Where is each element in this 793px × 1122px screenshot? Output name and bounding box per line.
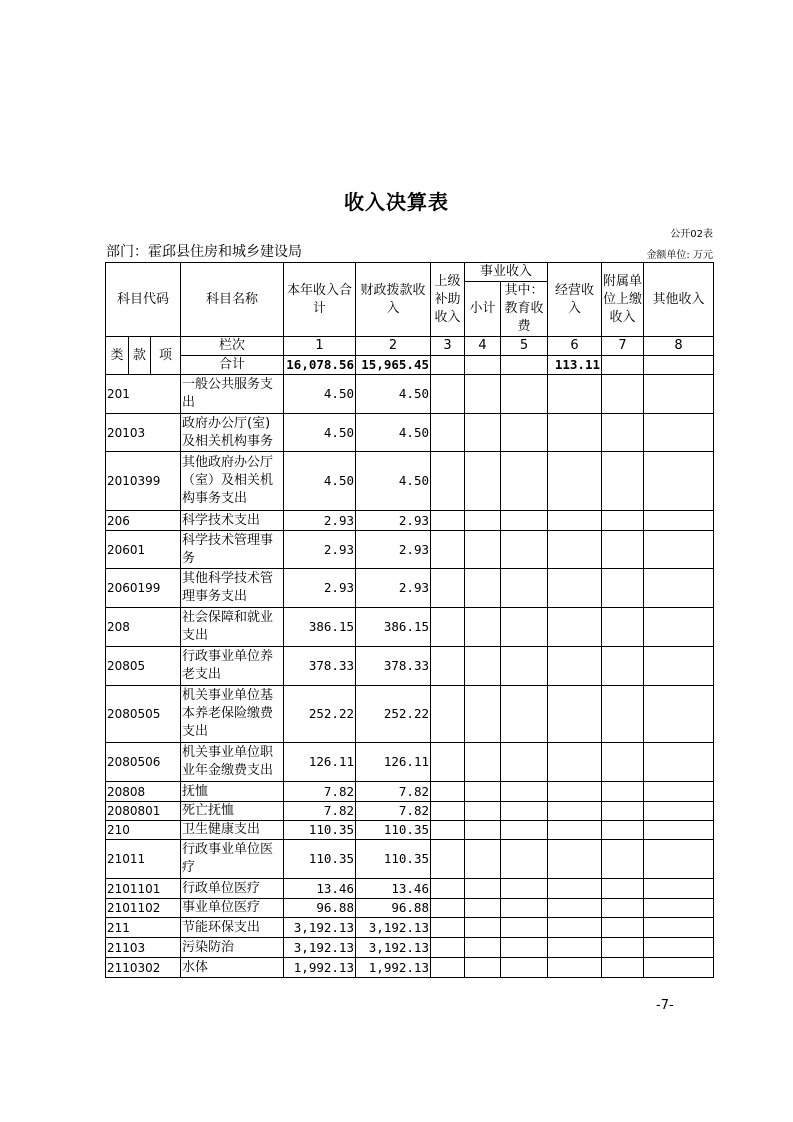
empty-cell: [501, 414, 548, 452]
row-total: 13.46: [284, 879, 356, 899]
empty-cell: [431, 918, 465, 938]
row-total: 386.15: [284, 608, 356, 647]
row-code: 21103: [106, 938, 181, 958]
table-row: [106, 802, 714, 821]
empty-cell: [548, 743, 602, 782]
empty-cell: [501, 899, 548, 918]
empty-cell: [602, 918, 644, 938]
empty-cell: [501, 452, 548, 511]
empty-cell: [548, 918, 602, 938]
empty-cell: [501, 686, 548, 743]
income-table: [105, 262, 714, 978]
empty-cell: [548, 375, 602, 414]
empty-cell: [465, 743, 501, 782]
empty-cell: [465, 511, 501, 531]
row-name: 行政单位医疗: [181, 879, 284, 899]
empty-cell: [602, 647, 644, 686]
col-number: 4: [465, 337, 501, 356]
row-fiscal: 378.33: [356, 647, 431, 686]
empty-cell: [431, 782, 465, 802]
empty-cell: [501, 840, 548, 879]
row-code: 20805: [106, 647, 181, 686]
empty-cell: [548, 569, 602, 608]
empty-cell: [431, 375, 465, 414]
table-row: [106, 782, 714, 802]
empty-cell: [548, 511, 602, 531]
header-total: 本年收入合计: [284, 263, 356, 337]
row-name: 政府办公厅(室)及相关机构事务: [181, 414, 284, 452]
row-fiscal: 386.15: [356, 608, 431, 647]
form-number: 公开02表: [670, 229, 713, 240]
empty-cell: [644, 879, 714, 899]
empty-cell: [644, 686, 714, 743]
empty-cell: [644, 414, 714, 452]
empty-cell: [501, 511, 548, 531]
row-fiscal: 110.35: [356, 840, 431, 879]
empty-cell: [465, 802, 501, 821]
empty-cell: [644, 802, 714, 821]
empty-cell: [602, 782, 644, 802]
empty-cell: [644, 782, 714, 802]
empty-cell: [644, 840, 714, 879]
total-operating: 113.11: [548, 356, 602, 375]
row-name: 其他政府办公厅（室）及相关机构事务支出: [181, 452, 284, 511]
empty-cell: [431, 511, 465, 531]
row-fiscal: 3,192.13: [356, 938, 431, 958]
row-code: 2101102: [106, 899, 181, 918]
row-name: 科学技术支出: [181, 511, 284, 531]
empty-cell: [602, 879, 644, 899]
empty-cell: [465, 531, 501, 569]
header-kuan: 款: [129, 337, 151, 375]
empty-cell: [644, 531, 714, 569]
empty-cell: [465, 414, 501, 452]
empty-cell: [548, 840, 602, 879]
empty-cell: [548, 452, 602, 511]
row-name: 其他科学技术管理事务支出: [181, 569, 284, 608]
empty-cell: [644, 899, 714, 918]
empty-cell: [548, 686, 602, 743]
row-name: 事业单位医疗: [181, 899, 284, 918]
row-name: 节能环保支出: [181, 918, 284, 938]
header-xiang: 项: [151, 337, 181, 375]
table-row: [106, 840, 714, 879]
row-total: 1,992.13: [284, 958, 356, 978]
table-row: [106, 608, 714, 647]
empty-cell: [602, 608, 644, 647]
empty-cell: [465, 821, 501, 840]
table-row: [106, 531, 714, 569]
table-row: [106, 899, 714, 918]
empty-cell: [465, 918, 501, 938]
empty-cell: [431, 899, 465, 918]
empty-cell: [644, 647, 714, 686]
row-code: 201: [106, 375, 181, 414]
empty-cell: [465, 608, 501, 647]
row-name: 死亡抚恤: [181, 802, 284, 821]
empty-cell: [431, 879, 465, 899]
table-row: [106, 686, 714, 743]
table-row: [106, 958, 714, 978]
empty-cell: [431, 647, 465, 686]
row-fiscal: 110.35: [356, 821, 431, 840]
row-code: 2080801: [106, 802, 181, 821]
empty-cell: [644, 452, 714, 511]
empty-cell: [602, 569, 644, 608]
empty-cell: [465, 782, 501, 802]
empty-cell: [501, 375, 548, 414]
col-number: 7: [602, 337, 644, 356]
empty-cell: [548, 647, 602, 686]
header-subtotal: 小计: [465, 282, 501, 337]
empty-cell: [431, 802, 465, 821]
empty-cell: [644, 569, 714, 608]
row-code: 2080506: [106, 743, 181, 782]
row-name: 行政事业单位养老支出: [181, 647, 284, 686]
empty-cell: [644, 958, 714, 978]
row-total: 126.11: [284, 743, 356, 782]
row-total: 3,192.13: [284, 938, 356, 958]
empty-cell: [644, 375, 714, 414]
row-code: 208: [106, 608, 181, 647]
empty-cell: [501, 821, 548, 840]
row-code: 2060199: [106, 569, 181, 608]
empty-cell: [501, 879, 548, 899]
table-row: [106, 647, 714, 686]
empty-cell: [644, 743, 714, 782]
empty-cell: [431, 743, 465, 782]
header-lei: 类: [106, 337, 129, 375]
row-total: 2.93: [284, 511, 356, 531]
empty-cell: [431, 958, 465, 978]
empty-cell: [431, 569, 465, 608]
empty-cell: [465, 899, 501, 918]
table-row: [106, 821, 714, 840]
header-superior: 上级补助收入: [431, 263, 465, 337]
row-total: 7.82: [284, 802, 356, 821]
header-lanci: 栏次: [181, 337, 284, 356]
col-number: 3: [431, 337, 465, 356]
header-code: 科目代码: [106, 263, 181, 337]
empty-cell: [602, 511, 644, 531]
empty-cell: [501, 569, 548, 608]
empty-cell: [431, 414, 465, 452]
row-name: 科学技术管理事务: [181, 531, 284, 569]
header-education: 其中：教育收费: [501, 282, 548, 337]
table-row: [106, 569, 714, 608]
page-title: 收入决算表: [344, 190, 449, 214]
row-name: 机关事业单位基本养老保险缴费支出: [181, 686, 284, 743]
empty-cell: [501, 608, 548, 647]
row-total: 3,192.13: [284, 918, 356, 938]
empty-cell: [465, 938, 501, 958]
row-code: 2110302: [106, 958, 181, 978]
empty-cell: [501, 958, 548, 978]
table-row: [106, 511, 714, 531]
row-fiscal: 7.82: [356, 802, 431, 821]
row-total: 4.50: [284, 414, 356, 452]
table-row: [106, 938, 714, 958]
empty-cell: [602, 938, 644, 958]
row-total: 2.93: [284, 569, 356, 608]
empty-cell: [644, 938, 714, 958]
row-name: 水体: [181, 958, 284, 978]
row-fiscal: 2.93: [356, 569, 431, 608]
empty-cell: [465, 647, 501, 686]
empty-cell: [602, 414, 644, 452]
row-total: 96.88: [284, 899, 356, 918]
total-label: 合计: [181, 356, 284, 375]
header-fiscal: 财政拨款收入: [356, 263, 431, 337]
empty-cell: [602, 958, 644, 978]
empty-cell: [602, 686, 644, 743]
empty-cell: [644, 511, 714, 531]
row-code: 210: [106, 821, 181, 840]
empty-cell: [501, 743, 548, 782]
empty-cell: [602, 375, 644, 414]
row-fiscal: 2.93: [356, 531, 431, 569]
empty-cell: [431, 821, 465, 840]
department-label: 部门：霍邱县住房和城乡建设局: [106, 244, 302, 260]
row-name: 机关事业单位职业年金缴费支出: [181, 743, 284, 782]
row-total: 252.22: [284, 686, 356, 743]
table-row: [106, 743, 714, 782]
table-row: [106, 918, 714, 938]
page-number: -7-: [656, 998, 674, 1013]
empty-cell: [501, 918, 548, 938]
row-code: 211: [106, 918, 181, 938]
empty-cell: [431, 531, 465, 569]
empty-cell: [548, 879, 602, 899]
table-row: [106, 414, 714, 452]
empty-cell: [548, 899, 602, 918]
empty-cell: [465, 375, 501, 414]
row-fiscal: 7.82: [356, 782, 431, 802]
empty-cell: [548, 414, 602, 452]
empty-cell: [465, 686, 501, 743]
col-number: 6: [548, 337, 602, 356]
row-code: 20808: [106, 782, 181, 802]
empty-cell: [431, 938, 465, 958]
row-total: 378.33: [284, 647, 356, 686]
row-code: 20601: [106, 531, 181, 569]
empty-cell: [548, 938, 602, 958]
row-fiscal: 252.22: [356, 686, 431, 743]
empty-cell: [431, 608, 465, 647]
row-fiscal: 96.88: [356, 899, 431, 918]
row-fiscal: 1,992.13: [356, 958, 431, 978]
empty-cell: [602, 840, 644, 879]
row-fiscal: 4.50: [356, 375, 431, 414]
empty-cell: [602, 821, 644, 840]
header-name: 科目名称: [181, 263, 284, 337]
empty-cell: [501, 531, 548, 569]
row-name: 污染防治: [181, 938, 284, 958]
row-name: 一般公共服务支出: [181, 375, 284, 414]
table-row: [106, 375, 714, 414]
table-row: [106, 879, 714, 899]
row-total: 7.82: [284, 782, 356, 802]
total-fiscal: 15,965.45: [356, 356, 431, 375]
row-total: 2.93: [284, 531, 356, 569]
empty-cell: [644, 608, 714, 647]
empty-cell: [465, 569, 501, 608]
row-name: 行政事业单位医疗: [181, 840, 284, 879]
empty-cell: [501, 938, 548, 958]
empty-cell: [465, 452, 501, 511]
row-code: 2010399: [106, 452, 181, 511]
empty-cell: [602, 452, 644, 511]
empty-cell: [465, 958, 501, 978]
row-total: 110.35: [284, 840, 356, 879]
row-fiscal: 2.93: [356, 511, 431, 531]
col-number: 1: [284, 337, 356, 356]
col-number: 5: [501, 337, 548, 356]
row-code: 2101101: [106, 879, 181, 899]
table-row: [106, 452, 714, 511]
empty-cell: [501, 647, 548, 686]
empty-cell: [431, 840, 465, 879]
row-fiscal: 126.11: [356, 743, 431, 782]
empty-cell: [465, 879, 501, 899]
empty-cell: [548, 608, 602, 647]
empty-cell: [644, 918, 714, 938]
empty-cell: [548, 821, 602, 840]
empty-cell: [548, 802, 602, 821]
total-row: [106, 356, 714, 375]
row-fiscal: 4.50: [356, 452, 431, 511]
empty-cell: [465, 840, 501, 879]
row-total: 4.50: [284, 375, 356, 414]
amount-unit: 金额单位: 万元: [646, 250, 713, 261]
row-name: 抚恤: [181, 782, 284, 802]
empty-cell: [431, 686, 465, 743]
row-code: 2080505: [106, 686, 181, 743]
empty-cell: [602, 899, 644, 918]
empty-cell: [602, 802, 644, 821]
col-number: 8: [644, 337, 714, 356]
empty-cell: [644, 821, 714, 840]
row-total: 4.50: [284, 452, 356, 511]
empty-cell: [602, 743, 644, 782]
empty-cell: [501, 782, 548, 802]
empty-cell: [431, 452, 465, 511]
header-affiliated: 附属单位上缴收入: [602, 263, 644, 337]
empty-cell: [501, 802, 548, 821]
row-name: 卫生健康支出: [181, 821, 284, 840]
row-name: 社会保障和就业支出: [181, 608, 284, 647]
col-number: 2: [356, 337, 431, 356]
header-other: 其他收入: [644, 263, 714, 337]
row-code: 20103: [106, 414, 181, 452]
row-total: 110.35: [284, 821, 356, 840]
empty-cell: [548, 531, 602, 569]
row-fiscal: 3,192.13: [356, 918, 431, 938]
header-business: 事业收入: [465, 263, 548, 282]
header-operating: 经营收入: [548, 263, 602, 337]
empty-cell: [548, 958, 602, 978]
empty-cell: [602, 531, 644, 569]
row-fiscal: 13.46: [356, 879, 431, 899]
row-code: 21011: [106, 840, 181, 879]
total-income: 16,078.56: [284, 356, 356, 375]
empty-cell: [548, 782, 602, 802]
row-code: 206: [106, 511, 181, 531]
row-fiscal: 4.50: [356, 414, 431, 452]
